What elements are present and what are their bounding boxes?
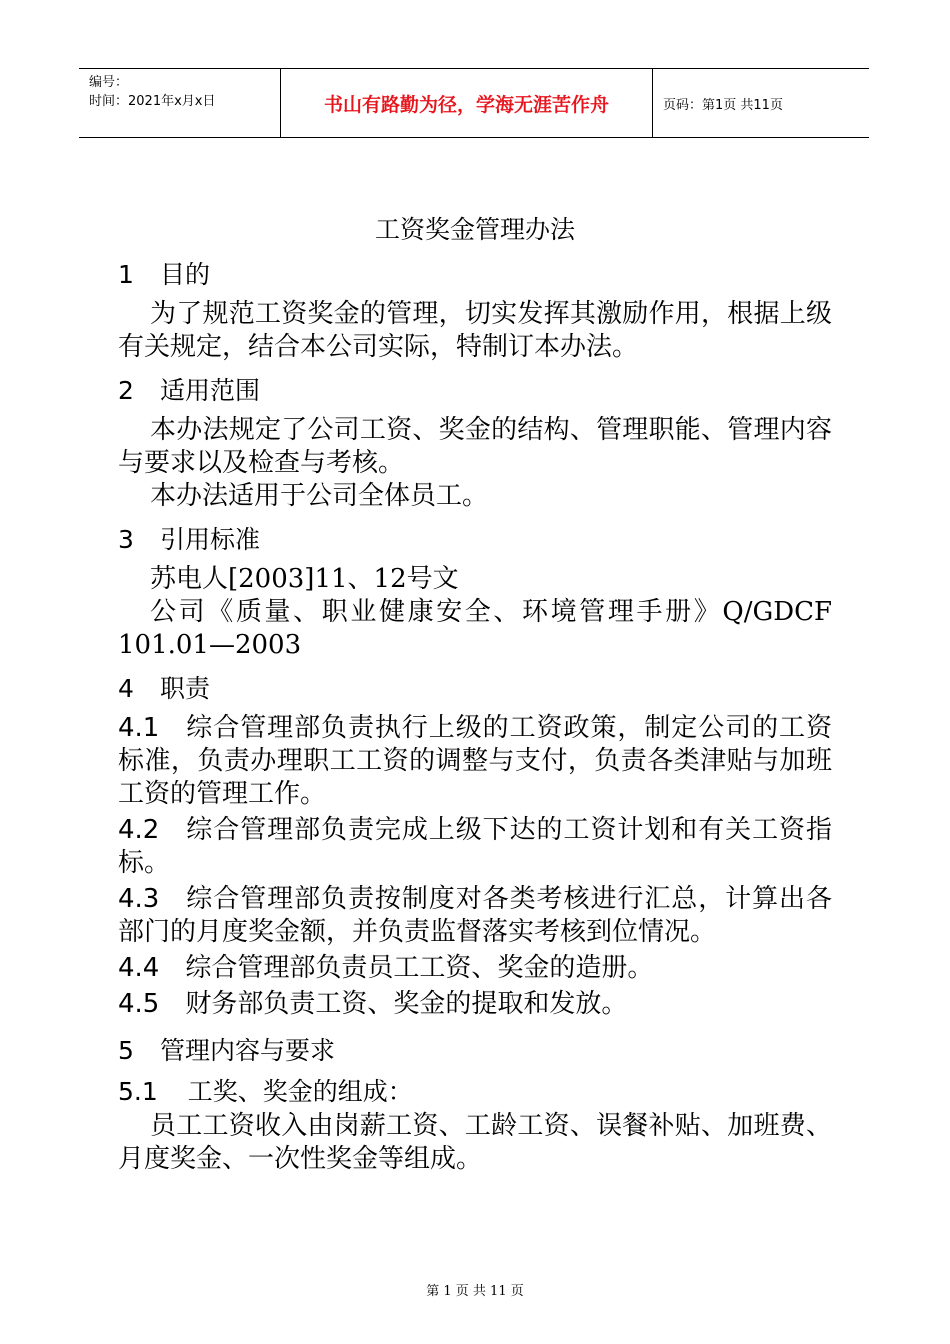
item-number: 4.2 <box>118 815 160 845</box>
document-title: 工资奖金管理办法 <box>374 215 575 244</box>
section-title: 目的 <box>160 260 211 289</box>
list-item <box>118 814 832 880</box>
section-heading-3 <box>118 521 832 559</box>
section-title: 职责 <box>160 674 211 703</box>
header-meta-cell <box>79 69 281 137</box>
item-text: 财务部负责工资、奖金的提取和发放。 <box>185 989 628 1019</box>
item-number: 4.3 <box>118 884 160 914</box>
item-text: 综合管理部负责执行上级的工资政策，制定公司的工资标准，负责办理职工工资的调整与支付，负责各类津贴与加班工资的管理工作。 <box>118 713 832 809</box>
item-text: 综合管理部负责员工工资、奖金的造册。 <box>185 953 654 983</box>
page-footer: 第 1 页 共 11 页 <box>426 1284 524 1299</box>
time-label: 时间：2021年x月x日 <box>89 94 216 109</box>
section-heading-4 <box>118 670 832 708</box>
page-info-cell <box>653 69 869 137</box>
section-number: 3 <box>118 525 134 554</box>
section-number: 5 <box>118 1036 134 1065</box>
section-number: 2 <box>118 376 134 405</box>
page-info-text: 页码：第1页 共11页 <box>663 97 783 113</box>
document-body <box>118 210 832 1176</box>
list-item <box>118 883 832 949</box>
item-number: 4.5 <box>118 989 160 1019</box>
section-title: 管理内容与要求 <box>160 1036 336 1065</box>
subsection-heading <box>118 1074 832 1110</box>
reference-line: 公司《质量、职业健康安全、环境管理手册》Q/GDCF 101.01—2003 <box>118 597 832 660</box>
paragraph: 员工工资收入由岗薪工资、工龄工资、误餐补贴、加班费、月度奖金、一次性奖金等组成。 <box>118 1111 832 1174</box>
document-header <box>79 68 869 138</box>
motto-cell <box>281 69 653 137</box>
section-number: 4 <box>118 674 134 703</box>
item-number: 4.4 <box>118 953 160 983</box>
item-text: 综合管理部负责按制度对各类考核进行汇总，计算出各部门的月度奖金额，并负责监督落实考核到位情况。 <box>118 884 832 947</box>
subsection-number: 5.1 <box>118 1077 158 1106</box>
paragraph: 本办法适用于公司全体员工。 <box>150 481 489 511</box>
list-item <box>118 712 832 811</box>
section-title: 引用标准 <box>160 525 261 554</box>
section-title: 适用范围 <box>160 376 261 405</box>
item-text: 综合管理部负责完成上级下达的工资计划和有关工资指标。 <box>118 815 832 878</box>
list-item <box>118 952 832 985</box>
subsection-title: 工奖、奖金的组成： <box>187 1077 413 1106</box>
section-heading-5 <box>118 1032 832 1070</box>
section-number: 1 <box>118 260 134 289</box>
paragraph: 为了规范工资奖金的管理，切实发挥其激励作用，根据上级有关规定，结合本公司实际，特制订本办法。 <box>118 299 832 362</box>
number-label: 编号： <box>89 75 129 90</box>
section-heading-2 <box>118 372 832 410</box>
reference-line: 苏电人[2003]11、12号文 <box>150 564 459 594</box>
section-heading-1 <box>118 256 832 294</box>
motto-text: 书山有路勤为径，学海无涯苦作舟 <box>323 93 609 116</box>
item-number: 4.1 <box>118 713 160 743</box>
paragraph: 本办法规定了公司工资、奖金的结构、管理职能、管理内容与要求以及检查与考核。 <box>118 415 832 478</box>
list-item <box>118 988 832 1021</box>
